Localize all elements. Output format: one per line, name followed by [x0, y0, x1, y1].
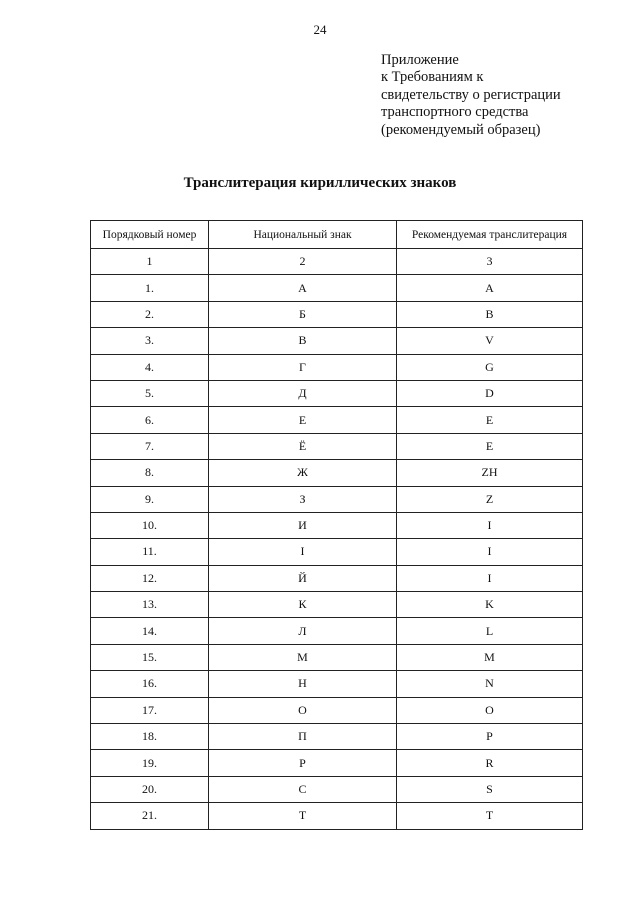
table-row — [91, 803, 583, 829]
transliteration-cell: D — [397, 380, 583, 406]
table-row — [91, 275, 583, 301]
table-row — [91, 539, 583, 565]
row-number-cell: 14. — [91, 618, 209, 644]
table-row — [91, 592, 583, 618]
row-number-cell: 20. — [91, 776, 209, 802]
national-sign-cell: В — [209, 328, 397, 354]
numbering-cell: 2 — [209, 249, 397, 275]
table-row — [91, 301, 583, 327]
row-number-cell: 8. — [91, 460, 209, 486]
table-row — [91, 565, 583, 591]
transliteration-cell: E — [397, 407, 583, 433]
table-row — [91, 407, 583, 433]
row-number-cell: 4. — [91, 354, 209, 380]
table-row — [91, 460, 583, 486]
transliteration-cell: S — [397, 776, 583, 802]
table-row — [91, 697, 583, 723]
table-header-row — [91, 221, 583, 249]
national-sign-cell: І — [209, 539, 397, 565]
transliteration-cell: V — [397, 328, 583, 354]
transliteration-cell: L — [397, 618, 583, 644]
page-number: 24 — [313, 22, 327, 37]
column-header-transliteration: Рекомендуемая транслитерация — [397, 221, 583, 249]
national-sign-cell: Л — [209, 618, 397, 644]
document-title: Транслитерация кириллических знаков — [183, 175, 457, 191]
table-row — [91, 328, 583, 354]
transliteration-cell: I — [397, 565, 583, 591]
transliteration-table — [90, 220, 583, 830]
transliteration-cell: A — [397, 275, 583, 301]
national-sign-cell: П — [209, 724, 397, 750]
transliteration-cell: G — [397, 354, 583, 380]
appendix-line: Приложение — [381, 52, 459, 68]
appendix-line: к Требованиям к — [381, 69, 484, 86]
row-number-cell: 10. — [91, 512, 209, 538]
appendix-line: транспортного средства — [381, 104, 529, 121]
table-row — [91, 380, 583, 406]
transliteration-cell: ZH — [397, 460, 583, 486]
table-row — [91, 671, 583, 697]
national-sign-cell: Г — [209, 354, 397, 380]
transliteration-cell: B — [397, 301, 583, 327]
row-number-cell: 15. — [91, 644, 209, 670]
national-sign-cell: И — [209, 512, 397, 538]
national-sign-cell: Б — [209, 301, 397, 327]
national-sign-cell: Д — [209, 380, 397, 406]
national-sign-cell: Н — [209, 671, 397, 697]
row-number-cell: 2. — [91, 301, 209, 327]
national-sign-cell: Р — [209, 750, 397, 776]
transliteration-cell: N — [397, 671, 583, 697]
transliteration-cell: P — [397, 724, 583, 750]
national-sign-cell: Ж — [209, 460, 397, 486]
row-number-cell: 18. — [91, 724, 209, 750]
transliteration-cell: O — [397, 697, 583, 723]
table-row — [91, 486, 583, 512]
appendix-note — [381, 52, 561, 139]
appendix-line: свидетельству о регистрации — [381, 86, 561, 103]
appendix-line: (рекомендуемый образец) — [381, 121, 541, 138]
transliteration-cell: E — [397, 433, 583, 459]
national-sign-cell: Ё — [209, 433, 397, 459]
national-sign-cell: С — [209, 776, 397, 802]
national-sign-cell: К — [209, 592, 397, 618]
national-sign-cell: З — [209, 486, 397, 512]
table-row — [91, 776, 583, 802]
transliteration-cell: I — [397, 512, 583, 538]
table-row — [91, 724, 583, 750]
table-row — [91, 750, 583, 776]
row-number-cell: 3. — [91, 328, 209, 354]
numbering-cell: 1 — [91, 249, 209, 275]
row-number-cell: 13. — [91, 592, 209, 618]
row-number-cell: 19. — [91, 750, 209, 776]
table-row — [91, 512, 583, 538]
transliteration-cell: T — [397, 803, 583, 829]
table-row — [91, 433, 583, 459]
table-row — [91, 354, 583, 380]
transliteration-cell: K — [397, 592, 583, 618]
row-number-cell: 16. — [91, 671, 209, 697]
column-header-national-sign: Национальный знак — [209, 221, 397, 249]
table-row — [91, 644, 583, 670]
numbering-cell: 3 — [397, 249, 583, 275]
table-body — [91, 249, 583, 830]
column-header-number: Порядковый номер — [91, 221, 209, 249]
row-number-cell: 6. — [91, 407, 209, 433]
row-number-cell: 21. — [91, 803, 209, 829]
national-sign-cell: М — [209, 644, 397, 670]
row-number-cell: 1. — [91, 275, 209, 301]
national-sign-cell: А — [209, 275, 397, 301]
transliteration-cell: M — [397, 644, 583, 670]
row-number-cell: 12. — [91, 565, 209, 591]
national-sign-cell: Т — [209, 803, 397, 829]
transliteration-cell: I — [397, 539, 583, 565]
national-sign-cell: Й — [209, 565, 397, 591]
row-number-cell: 11. — [91, 539, 209, 565]
column-numbering-row — [91, 249, 583, 275]
table-row — [91, 618, 583, 644]
transliteration-cell: Z — [397, 486, 583, 512]
transliteration-cell: R — [397, 750, 583, 776]
row-number-cell: 5. — [91, 380, 209, 406]
row-number-cell: 9. — [91, 486, 209, 512]
row-number-cell: 17. — [91, 697, 209, 723]
national-sign-cell: Е — [209, 407, 397, 433]
national-sign-cell: О — [209, 697, 397, 723]
row-number-cell: 7. — [91, 433, 209, 459]
